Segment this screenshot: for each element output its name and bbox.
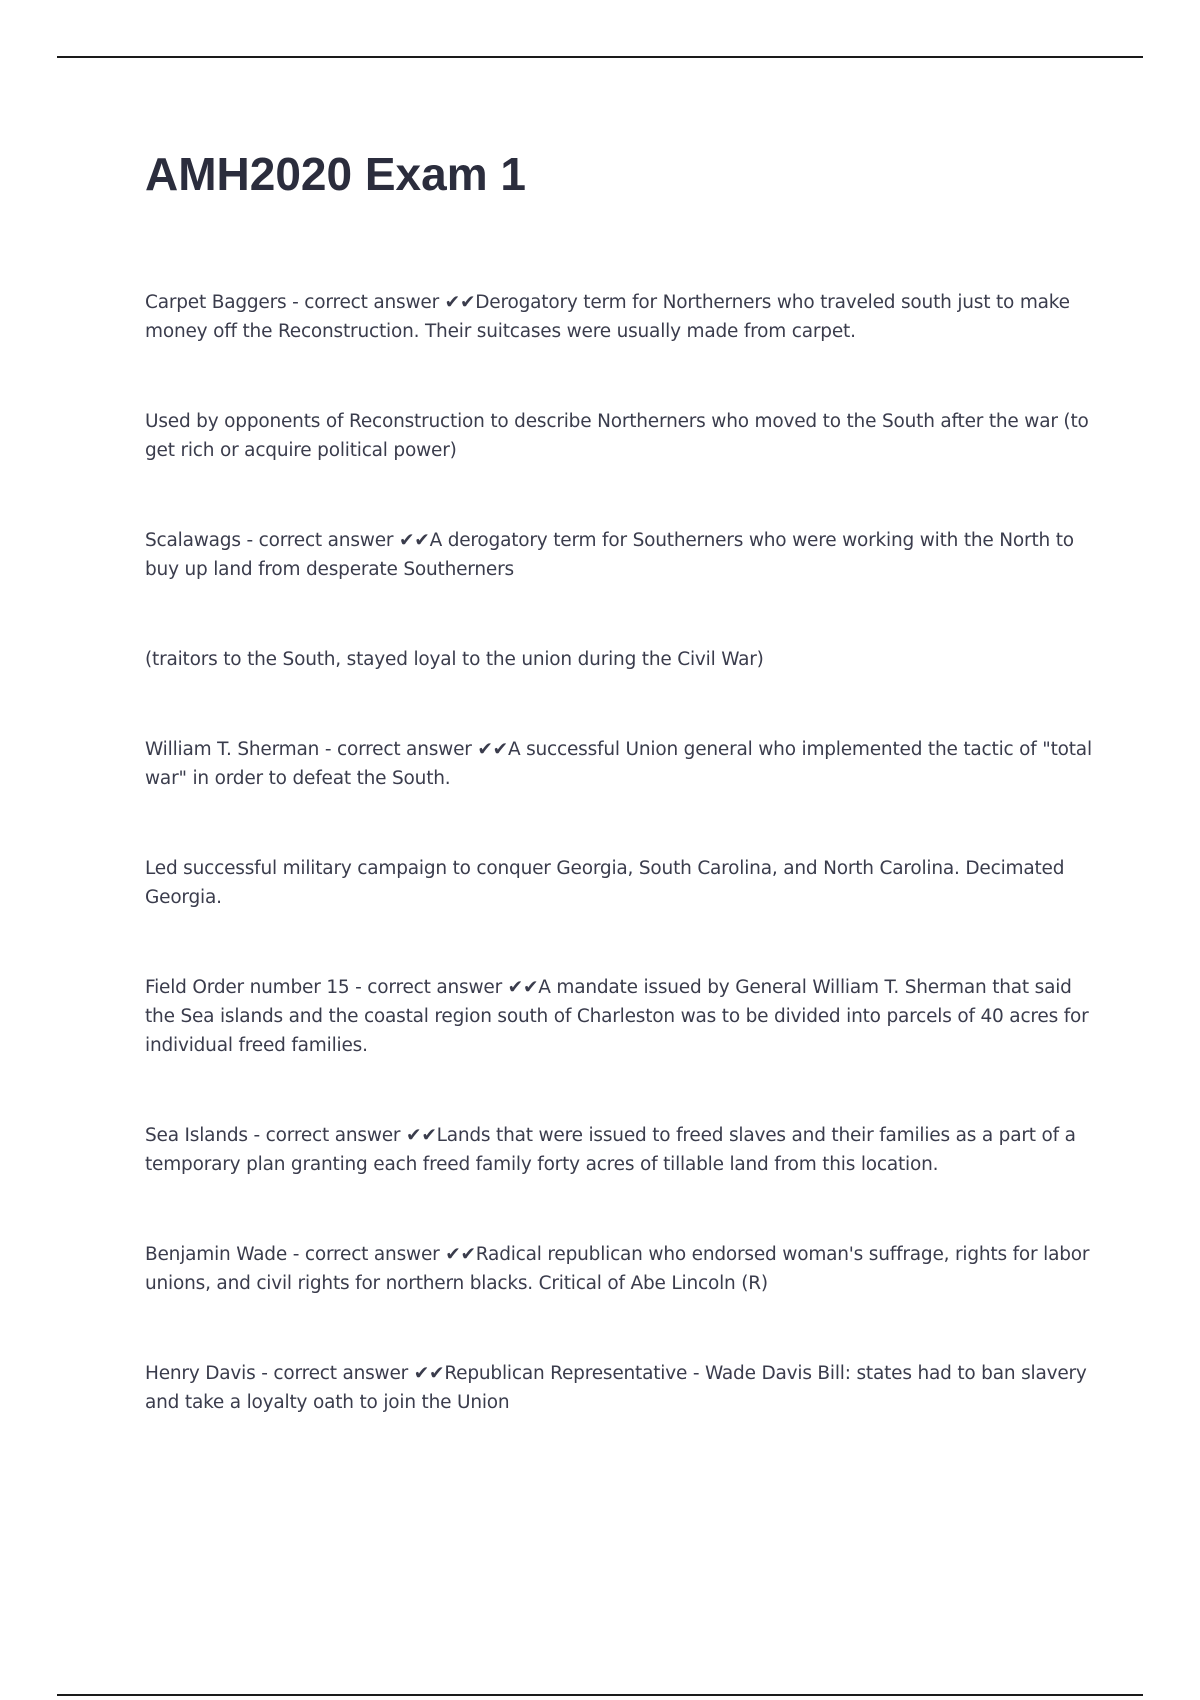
bottom-divider bbox=[57, 1694, 1143, 1696]
top-divider bbox=[57, 56, 1143, 58]
paragraph-henry-davis: Henry Davis - correct answer ✔✔Republican Representative - Wade Davis Bill: states had to ban slavery and take a loyalty oath to join the Union bbox=[145, 1363, 1087, 1413]
paragraph-sea-islands: Sea Islands - correct answer ✔✔Lands that were issued to freed slaves and their families as a part of a temporary plan granting each freed family forty acres of tillable land from this location. bbox=[145, 1125, 1076, 1175]
paragraph-carpet-baggers: Carpet Baggers - correct answer ✔✔Derogatory term for Northerners who traveled south just to make money off the Reconstruction. Their suitcases were usually made from carpet. bbox=[145, 292, 1070, 342]
paragraph-sherman-note: Led successful military campaign to conquer Georgia, South Carolina, and North Carolina. Decimated Georgia. bbox=[145, 858, 1065, 908]
document-body bbox=[145, 288, 1095, 1478]
paragraph-field-order-15: Field Order number 15 - correct answer ✔✔A mandate issued by General William T. Sherman that said the Sea islands and the coastal region south of Charleston was to be divided into parcels of 40 acres for individual freed families. bbox=[145, 977, 1089, 1056]
page-title: AMH2020 Exam 1 bbox=[145, 148, 526, 200]
paragraph-benjamin-wade: Benjamin Wade - correct answer ✔✔Radical republican who endorsed woman's suffrage, rights for labor unions, and civil rights for northern blacks. Critical of Abe Lincoln (R) bbox=[145, 1244, 1090, 1294]
paragraph-sherman: William T. Sherman - correct answer ✔✔A successful Union general who implemented the tactic of "total war" in order to defeat the South. bbox=[145, 739, 1092, 789]
paragraph-scalawags: Scalawags - correct answer ✔✔A derogatory term for Southerners who were working with the North to buy up land from desperate Southerners bbox=[145, 530, 1074, 580]
paragraph-carpet-baggers-note: Used by opponents of Reconstruction to describe Northerners who moved to the South after the war (to get rich or acquire political power) bbox=[145, 411, 1089, 461]
paragraph-scalawags-note: (traitors to the South, stayed loyal to the union during the Civil War) bbox=[145, 649, 764, 670]
